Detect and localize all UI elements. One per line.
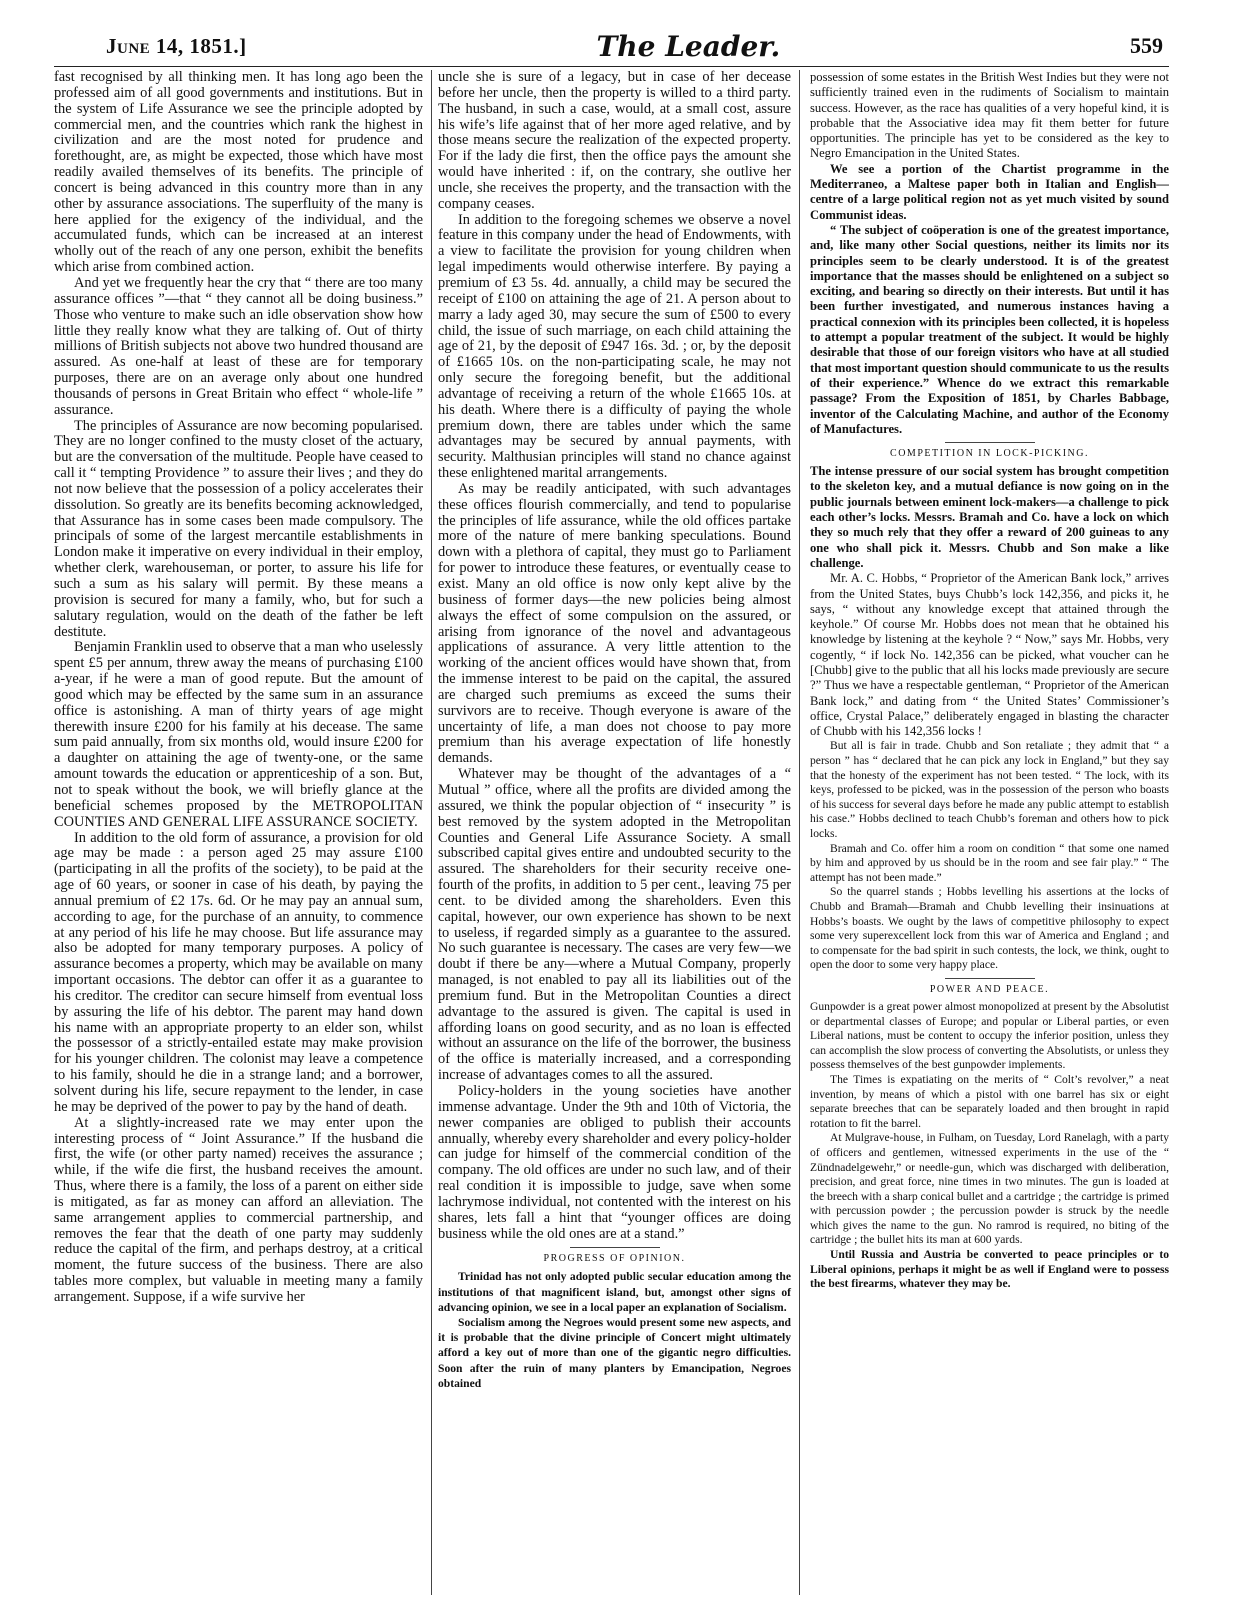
paragraph: Gunpowder is a great power almost monopolized at present by the Absolutist or departmental classes of Europe; and popular or Liberal parties, or even Liberal nations, must be content to occupy the inferior position, unless they can accomplish the slow process of converting the Absolutists, or unless they possess themselves of the best gunpowder implements. — [810, 999, 1169, 1072]
masthead-title: The Leader. — [596, 29, 781, 63]
paragraph: fast recognised by all thinking men. It has long ago been the professed aim of all good governments and institutions. But in the system of Life Assurance we see the principle adopted by commercial men, and the countries which rank the highest in civilization and are the most noted for prudence and forethought, are, as might be expected, those which have most readily availed themselves of its benefits. The principle of concert is being advanced in this country more than in any other by assurance associations. The superfluity of the many is here applied for the exigency of the individual, and the accumulated funds, which can be increased at an interest wholly out of the reach of any one person, exhibit the benefits which arise from combined action. — [54, 70, 423, 276]
paragraph: uncle she is sure of a legacy, but in case of her decease before her uncle, then the property is willed to a third party. The husband, in such a case, would, at a small cost, assure his wife’s life against that of her more aged relative, and by those means secure the realization of the expected property. For if the lady die first, then the office pays the amount she would have inherited : if, on the contrary, she outlive her uncle, she receives the property, and the transaction with the company ceases. — [438, 70, 791, 212]
column-2 — [432, 70, 800, 1595]
section-heading-lock-picking: COMPETITION IN LOCK-PICKING. — [890, 448, 1089, 460]
paragraph: So the quarrel stands ; Hobbs levelling his assertions at the locks of Chubb and Bramah—Bramah and Chubb levelling their insinuations at Hobbs’s boasts. We ought by the laws of competitive philosophy to expect some very superexcellent lock from this war of America and England ; and to compensate for the bad spirit in such contests, the lock, we think, ought to open the door to some very happy place. — [810, 885, 1169, 972]
paragraph: At a slightly-increased rate we may enter upon the interesting process of “ Joint Assurance.” If the husband die first, the wife (or other party named) receives the assurance ; while, if the wife die first, the husband receives the amount. Thus, where there is a family, the loss of a parent on either side is mitigated, as far as money can afford an alleviation. The same arrangement applies to commercial partnership, and removes the fear that the death of one party may suddenly reduce the capital of the firm, and perhaps destroy, at a critical moment, the future success of the business. There are also tables more complex, but valuable in meeting many a family arrangement. Suppose, if a wife survive her — [54, 1114, 423, 1305]
paragraph: In addition to the foregoing schemes we observe a novel feature in this company under the head of Endowments, with a view to facilitate the provision for young children when legal impediments would otherwise interfere. By paying a premium of £3 5s. 4d. annually, a child may be secured the receipt of £100 on attaining the age of 21. A person about to marry a lady aged 30, may secure the sum of £500 to every child, the issue of such marriage, on each child attaining the age of 21, by the deposit of £947 16s. 3d. ; or, by the deposit of £1665 10s. on the non-participating scale, he may not only secure the foregoing benefit, but the additional advantage of receiving a return of the whole £1665 10s. at his death. Where there is a difficulty of paying the whole premium down, there are tables under which the same advantages may be secured by annual payments, with security. Malthusian principles will stand no chance against these enlightened marital arrangements. — [438, 211, 791, 482]
paragraph: The Times is expatiating on the merits of “ Colt’s revolver,” a neat invention, by means of which a pistol with one barrel has six or eight separate breeches that can be separately loaded and then brought in rapid rotation to fit the barrel. — [810, 1072, 1169, 1130]
paragraph: At Mulgrave-house, in Fulham, on Tuesday, Lord Ranelagh, with a party of officers and gentlemen, witnessed experiments in the use of the “ Zündnadelgewehr,” or needle-gun, which was discharged with deliberation, precision, and great force, nine times in two minutes. The gun is loaded at the breech with a sharp conical bullet and a cartridge ; the cartridge is primed with percussion powder ; the percussion powder is struck by the needle which gives the name to the gun. No ramrod is required, no biting of the cartridge ; the bullet hits its man at 600 yards. — [810, 1131, 1169, 1247]
paragraph: As may be readily anticipated, with such advantages these offices flourish commercially, and tend to popularise the principles of life assurance, while the old offices partake more of the nature of mere banking speculations. Bound down with a plethora of capital, they must go to Parliament for power to introduce these features, or eventually cease to exist. Many an old office is now only kept alive by the business of former days—the new policies being almost always the effect of some compulsion on the assured, or arising from ignorance of the novel and advantageous applications of assurance. A very little attention to the working of the ancient offices would have shown that, from the immense interest to be paid on the capital, the assured are charged such premiums as exceed the sums their survivors are to receive. Though everyone is aware of the uncertainty of life, a man does not choose to pay more premium than his average expectation of life honestly demands. — [438, 480, 791, 767]
paragraph: possession of some estates in the British West Indies but they were not sufficiently trained even in the rudiments of Socialism to maintain success. However, as the race has qualities of a very hopeful kind, it is probable that the Associative idea may fit them better for future opportunities. The principle has yet to be considered as the key to Negro Emancipation in the United States. — [810, 70, 1169, 161]
column-3 — [800, 70, 1169, 1595]
paragraph: Trinidad has not only adopted public secular education among the institutions of that magnificent island, but, amongst other signs of advancing opinion, we see in a local paper an explanation of Socialism. — [438, 1270, 791, 1314]
paragraph: Mr. A. C. Hobbs, “ Proprietor of the American Bank lock,” arrives from the United States, buys Chubb’s lock 142,356, and picks it, he says, “ without any knowledge except that attained through the keyhole.” Of course Mr. Hobbs does not mean that he obtained his knowledge by listening at the keyhole ? “ Now,” says Mr. Hobbs, very cogently, “ if lock No. 142,356 can be picked, what voucher can he [Chubb] give to the public that all his locks made previously are secure ?” Thus we have a respectable gentleman, “ Proprietor of the American Bank lock,” and dating from “ the United States’ Commissioner’s office, Crystal Palace,” deliberately engaged in blasting the character of Chubb with his 142,356 locks ! — [810, 571, 1169, 739]
paragraph: And yet we frequently hear the cry that “ there are too many assurance offices ”—that “ they cannot all be doing business.” Those who venture to make such an idle observation show how little they really know what they are talking of. Out of thirty millions of British subjects not above two hundred thousand are assured. As one-half at least of these are for temporary purposes, there are on an average only about one hundred thousands of persons in Great Britain who effect “ whole-life ” assurance. — [54, 274, 423, 418]
paragraph: We see a portion of the Chartist programme in the Mediterraneo, a Maltese paper both in Italian and English—centre of a large political region not as yet much visited by sound Communist ideas. — [810, 161, 1169, 222]
paragraph: Benjamin Franklin used to observe that a man who uselessly spent £5 per annum, threw away the means of purchasing £100 a-year, if he were a man of good repute. But the amount of good which may be effected by the same sum in an assurance office is astonishing. A man of thirty years of age might therewith insure £200 for his family at his decease. The same sum paid annually, from six months old, would insure £200 for a daughter on attaining the age of twenty-one, or the same amount towards the education or apprenticeship of a son. But, not to speak without the book, we will briefly glance at the beneficial schemes proposed by the METROPOLITAN COUNTIES AND GENERAL LIFE ASSURANCE SOCIETY. — [54, 639, 423, 830]
section-heading-power-and-peace: POWER AND PEACE. — [929, 983, 1050, 995]
text-columns — [54, 70, 1169, 1595]
paragraph: The intense pressure of our social system has brought competition to the skeleton key, and a mutual defiance is now going on in the public journals between eminent lock-makers—a challenge to pick each other’s locks. Messrs. Bramah and Co. have a lock on which they so much rely that they offer a reward of 200 guineas to any one who shall pick it. Messrs. Chubb and Son make a like challenge. — [810, 464, 1169, 570]
paragraph: Socialism among the Negroes would present some new aspects, and it is probable that the divine principle of Concert might ultimately afford a key out of more than one of the gigantic negro difficulties. Soon after the ruin of many planters by Emancipation, Negroes obtained — [438, 1316, 791, 1390]
paragraph: Policy-holders in the young societies have another immense advantage. Under the 9th and 10th of Victoria, the newer companies are obliged to publish their accounts annually, whereby every shareholder and every policy-holder can judge for himself of the commercial condition of the company. The old offices are under no such law, and of their real condition it is impossible to judge, save when some lachrymose individual, not contented with the interest on his shares, lets fall a hint that “younger offices are doing business while the old ones are at a stand.” — [438, 1083, 791, 1242]
paragraph: In addition to the old form of assurance, a provision for old age may be made : a person aged 25 may assure £100 (participating in all the profits of the society), to be paid at the age of 60 years, or sooner in case of his death, by paying the annual premium of £2 17s. 6d. Or he may pay an annual sum, according to age, for the purchase of an annuity, to commence at any period of his life he may choose. But life assurance may also be adopted for many temporary purposes. A policy of assurance becomes a property, which may be available on many important occasions. The debtor can offer it as a guarantee to his creditor. The creditor can secure himself from eventual loss by assuring the life of his debtor. The parent may hand down his name with an appropriate property to an elder son, whilst the possessor of a strictly-entailed estate may make provision for his younger children. The colonist may leave a competence to his family, should he die in a strange land; and a borrower, solvent during his life, secure repayment to the lender, in case he may be deprived of the power to pay by the hand of death. — [54, 829, 423, 1115]
column-1 — [54, 70, 432, 1595]
section-divider — [945, 442, 1035, 443]
section-divider — [945, 978, 1035, 979]
paragraph: But all is fair in trade. Chubb and Son retaliate ; they admit that “ a person ” has “ declared that he can pick any lock in England,” but they say that the honesty of the experiment has not been tested. “ The lock, with its keys, professed to be picked, was in the possession of the person who boasts of his success for several days before he made any public attempt to establish his case.” Hobbs declined to teach Chubb’s foreman and others how to pick locks. — [810, 739, 1169, 841]
paragraph: “ The subject of coöperation is one of the greatest importance, and, like many other Social questions, neither its limits nor its principles seem to be clearly understood. It is of the greatest importance that the masses should be enlightened on a subject so exciting, and bearing so directly on their interests. But until it has been further investigated, and numerous instances having a practical connexion with its principles been collected, it is hopeless to attempt a popular treatment of the subject. It would be highly desirable that those of our foreign visitors who have at all studied that most important question should communicate to us the results of their experience.” Whence do we extract this remarkable passage? From the Exposition of 1851, by Charles Babbage, inventor of the Calculating Machine, and author of the Economy of Manufactures. — [810, 222, 1169, 436]
issue-date: June 14, 1851.] — [106, 33, 247, 58]
section-heading-progress-of-opinion: PROGRESS OF OPINION. — [543, 1253, 686, 1265]
paragraph: Until Russia and Austria be converted to peace principles or to Liberal opinions, perhaps it might be as well if England were to possess the best firearms, whatever they may be. — [810, 1248, 1169, 1291]
paragraph: The principles of Assurance are now becoming popularised. They are no longer confined to the musty closet of the actuary, but are the conversation of the multitude. People have ceased to call it “ tempting Providence ” to assure their lives ; and they do not now believe that the possession of a policy accelerates their dissolution. So greatly are its benefits becoming acknowledged, that Assurance has in some cases been made compulsory. The principals of some of the largest mercantile establishments in London make it imperative on every individual in their employ, whether clerk, warehouseman, or porter, to assure his life for such a sum as his salary will permit. By these means a provision is secured for many a family, who, but for such a salutary regulation, would on the death of the father be left destitute. — [54, 417, 423, 640]
page-number: 559 — [1130, 33, 1163, 58]
page-header — [106, 26, 1163, 66]
paragraph: Bramah and Co. offer him a room on condition “ that some one named by him and approved by us should be in the room and see fair play.” “ The attempt has not been made.” — [810, 841, 1169, 884]
header-rule — [54, 66, 1169, 67]
paragraph: Whatever may be thought of the advantages of a “ Mutual ” office, where all the profits are divided among the assured, we think the popular objection of “ insecurity ” is best removed by the system adopted in the Metropolitan Counties and General Life Assurance Society. A small subscribed capital gives entire and undoubted security to the assured. The shareholders for their security receive one-fourth of the profits, in addition to 5 per cent., leaving 75 per cent. to be divided among the shareholders. Even this capital, however, our own experience has shown to be next to useless, if regarded simply as a guarantee to the assured. No such guarantee is necessary. The cases are very few—we doubt if there be any—where a Mutual Company, properly managed, is not enabled to pay all its liabilities out of the premium fund. But in the Metropolitan Counties a direct advantage to the assured is given. The capital is used in affording loans on good security, and as no loan is effected without an assurance on the life of the borrower, the business of the office is materially increased, and a corresponding increase of advantages comes to all the assured. — [438, 766, 791, 1084]
section-divider — [570, 1247, 660, 1248]
